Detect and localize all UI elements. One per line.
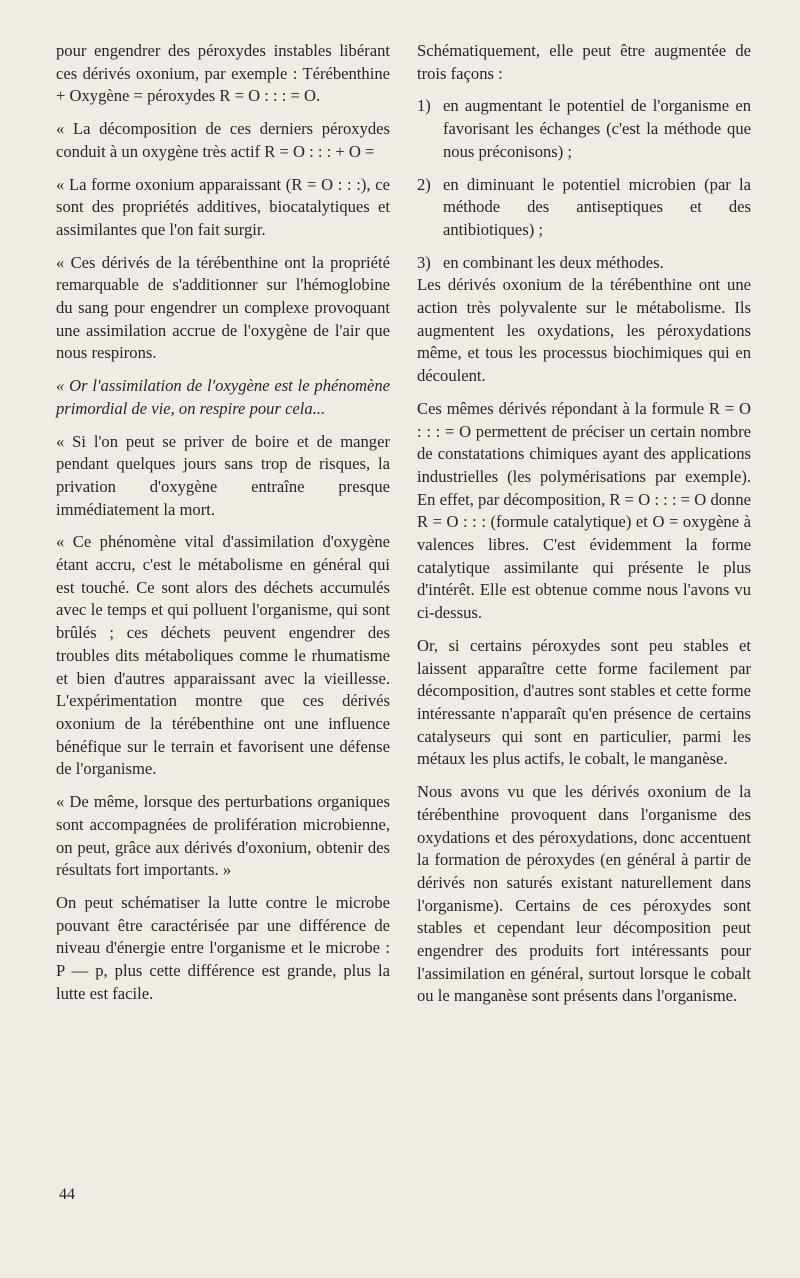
list-text: en diminuant le potentiel microbien (par la méthode des antiseptiques et des antibiotiques) ; [443,174,751,239]
paragraph: Or, si certains péroxydes sont peu stables et laissent apparaître cette forme facilement par décomposition, d'autres sont stables et cette forme intéressante n'apparaît qu'en présence de certains catalyseurs qui sont en particulier, parmi les métaux les plus actifs, le cobalt, le manganèse. [417,635,751,769]
left-column [56,40,390,1015]
paragraph: Ces mêmes dérivés répondant à la formule R = O : : : = O permettent de préciser un certain nombre de constatations chimiques ayant des applications industrielles (les polymérisations par exemple). En effet, par décomposition, R = O : : : = O donne R = O : : : (formule catalytique) et O = oxygène à valences libres. C'est évidemment la forme catalytique assimilante qui présente le plus d'intérêt. Elle est obtenue comme nous l'avons vu ci-dessus. [417,398,751,623]
paragraph: pour engendrer des péroxydes instables libérant ces dérivés oxonium, par exemple : Térébenthine + Oxygène = péroxydes R = O : : : = O. [56,41,390,106]
intro-paragraph: Schématiquement, elle peut être augmentée de trois façons : [417,41,751,83]
list-item [417,95,751,163]
list-item [417,252,751,275]
paragraph: « Si l'on peut se priver de boire et de manger pendant quelques jours sans trop de risques, la privation d'oxygène entraîne presque immédiatement la mort. [56,431,390,519]
right-column [417,40,751,1018]
list-number: 3) [417,252,431,272]
list-text: en augmentant le potentiel de l'organisme en favorisant les échanges (c'est la méthode que nous préconisons) ; [443,96,751,161]
paragraph: « La forme oxonium apparaissant (R = O : : :), ce sont des propriétés additives, biocatalytiques et assimilantes que l'on fait surgir. [56,174,390,239]
list-number: 1) [417,96,431,116]
list-text: en combinant les deux méthodes. [443,252,664,272]
paragraph: Nous avons vu que les dérivés oxonium de la térébenthine provoquent dans l'organisme des oxydations et des péroxydations, donc accentuent la formation de péroxydes (en général à partir de dérivés non saturés existant naturellement dans l'organisme). Certains de ces péroxydes sont stables et cependant leur décomposition peut engendrer des produits fort intéressants pour l'assimilation en général, surtout lorsque le cobalt ou le manganèse sont présents dans l'organisme. [417,782,751,1006]
paragraph: Les dérivés oxonium de la térébenthine ont une action très polyvalente sur le métabolisme. Ils augmentent les oxydations, les péroxydations même, et tous les processus biochimiques qui en découlent. [417,275,751,386]
paragraph: « Ce phénomène vital d'assimilation d'oxygène étant accru, c'est le métabolisme en général qui est touché. Ce sont alors des déchets accumulés avec le temps et qui polluent l'organisme, qui sont brûlés ; ces déchets peuvent engendrer des troubles dits métaboliques comme le rhumatisme et bien d'autres apparaissant avec la vieillesse. L'expérimentation montre que ces dérivés oxonium de la térébenthine ont une influence bénéfique sur le terrain et favorisent une défense de l'organisme. [56,532,390,779]
list-item [417,174,751,242]
list-number: 2) [417,174,431,194]
italic-paragraph: « Or l'assimilation de l'oxygène est le phénomène primordial de vie, on respire pour cela... [56,376,390,418]
paragraph: « De même, lorsque des perturbations organiques sont accompagnées de prolifération microbienne, on peut, grâce aux dérivés d'oxonium, obtenir des résultats fort importants. » [56,792,390,880]
page-number: 44 [59,1186,75,1203]
paragraph: « La décomposition de ces derniers péroxydes conduit à un oxygène très actif R = O : : : + O = [56,119,390,161]
paragraph: On peut schématiser la lutte contre le microbe pouvant être caractérisée par une différence de niveau d'énergie entre l'organisme et le microbe : P — p, plus cette différence est grande, plus la lutte est facile. [56,892,390,1003]
paragraph: « Ces dérivés de la térébenthine ont la propriété remarquable de s'additionner sur l'hémoglobine du sang pour engendrer un complexe provoquant une assimilation accrue de l'oxygène de l'air que nous respirons. [56,252,390,363]
